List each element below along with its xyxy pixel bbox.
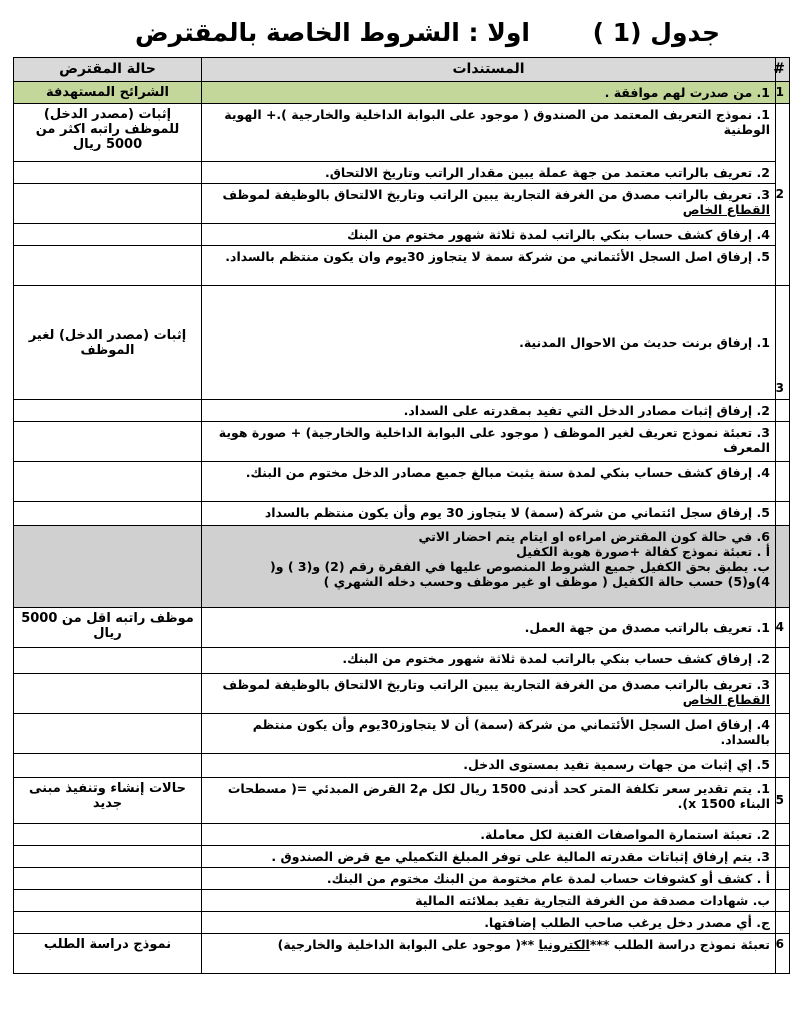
empty-cell <box>14 162 202 184</box>
table-row <box>14 246 790 286</box>
empty-cell <box>776 526 790 608</box>
empty-cell <box>14 400 202 422</box>
empty-cell <box>776 868 790 890</box>
document-item: 4. إرفاق كشف حساب بنكي لمدة سنة يثبت مبالغ جميع مصادر الدخل مختوم من البنك. <box>202 462 776 502</box>
table-row <box>14 422 790 462</box>
table-row <box>14 224 790 246</box>
document-item: 1. إرفاق برنت حديث من الاحوال المدنية. <box>202 286 776 400</box>
table-row <box>14 104 790 162</box>
table-row <box>14 608 790 648</box>
empty-cell <box>14 422 202 462</box>
empty-cell <box>776 502 790 526</box>
row-number: 2 <box>776 104 790 286</box>
table-row <box>14 502 790 526</box>
underlined-text: القطاع الخاص <box>682 202 770 217</box>
empty-cell <box>14 246 202 286</box>
document-item: 1. تعريف بالراتب مصدق من جهة العمل. <box>202 608 776 648</box>
header-status: حالة المقترض <box>14 58 202 82</box>
empty-cell <box>14 224 202 246</box>
table-row <box>14 890 790 912</box>
empty-cell <box>776 400 790 422</box>
row-number: 5 <box>776 778 790 824</box>
table-row <box>14 868 790 890</box>
underlined-text: الكترونيا <box>538 937 590 952</box>
document-item: 4. إرفاق كشف حساب بنكي بالراتب لمدة ثلاثة شهور مختوم من البنك <box>202 224 776 246</box>
document-item: 5. إرفاق اصل السجل الأئتماني من شركة سمة لا يتجاوز 30يوم وان يكون منتظم بالسداد. <box>202 246 776 286</box>
empty-cell <box>776 674 790 714</box>
empty-cell <box>14 754 202 778</box>
table-row <box>14 286 790 400</box>
row-number: 4 <box>776 608 790 648</box>
borrower-status: إثبات (مصدر الدخل) لغير الموظف <box>14 286 202 400</box>
empty-cell <box>14 868 202 890</box>
row-number: 6 <box>776 934 790 974</box>
empty-cell <box>776 824 790 846</box>
empty-cell <box>776 648 790 674</box>
title-row <box>0 18 800 58</box>
empty-cell <box>14 526 202 608</box>
empty-cell <box>14 184 202 224</box>
empty-cell <box>14 502 202 526</box>
document-item: 1. يتم تقدير سعر تكلفة المتر كحد أدنى 1500 ريال لكل م2 القرض المبدئي =( مسطحات البناء 1500 x). <box>202 778 776 824</box>
document-item: 5. إي إثبات من جهات رسمية تفيد بمستوى الدخل. <box>202 754 776 778</box>
header-documents: المستندات <box>202 58 776 82</box>
document-item: 2. تعبئة استمارة المواصفات الفنية لكل معاملة. <box>202 824 776 846</box>
empty-cell <box>14 674 202 714</box>
table-row <box>14 462 790 502</box>
table-row <box>14 184 790 224</box>
borrower-status: نموذج دراسة الطلب <box>14 934 202 974</box>
empty-cell <box>776 422 790 462</box>
borrower-status: إثبات (مصدر الدخل) للموظف راتبه اكثر من 5000 ريال <box>14 104 202 162</box>
borrower-status: حالات إنشاء وتنفيذ مبنى جديد <box>14 778 202 824</box>
table-row <box>14 846 790 868</box>
document-item: ج. أي مصدر دخل يرغب صاحب الطلب إضافتها. <box>202 912 776 934</box>
table-number: جدول (1 ) <box>592 18 720 47</box>
document-item: 3. تعريف بالراتب مصدق من الغرفة التجارية يبين الراتب وتاريخ الالتحاق بالوظيفة لموظف القطاع الخاص <box>202 184 776 224</box>
document-item: 4. إرفاق اصل السجل الأئتماني من شركة (سمة) أن لا يتجاوز30يوم وأن يكون منتظم بالسداد. <box>202 714 776 754</box>
table-row <box>14 824 790 846</box>
document-item: 3. تعريف بالراتب مصدق من الغرفة التجارية يبين الراتب وتاريخ الالتحاق بالوظيفة لموظف القطاع الخاص <box>202 674 776 714</box>
table-row <box>14 526 790 608</box>
table-row <box>14 778 790 824</box>
document-item: ب. شهادات مصدقة من الغرفة التجارية تفيد بملائته المالية <box>202 890 776 912</box>
empty-cell <box>776 754 790 778</box>
document-item: 2. إرفاق إثبات مصادر الدخل التي تفيد بمقدرته على السداد. <box>202 400 776 422</box>
table-row <box>14 82 790 104</box>
table-row <box>14 400 790 422</box>
empty-cell <box>776 846 790 868</box>
borrower-status: الشرائح المستهدفة <box>14 82 202 104</box>
document-item: 3. يتم إرفاق إثباتات مقدرته المالية على توفر المبلغ التكميلي مع قرض الصندوق . <box>202 846 776 868</box>
table-row <box>14 162 790 184</box>
empty-cell <box>14 912 202 934</box>
empty-cell <box>14 714 202 754</box>
document-item: 3. تعبئة نموذج تعريف لغير الموظف ( موجود على البوابة الداخلية والخارجية) + صورة هوية المعرف <box>202 422 776 462</box>
row-number: 1 <box>776 82 790 104</box>
table-header-row <box>14 58 790 82</box>
document-item: 1. من صدرت لهم موافقة . <box>202 82 776 104</box>
table-row <box>14 754 790 778</box>
empty-cell <box>776 912 790 934</box>
document-item: 2. إرفاق كشف حساب بنكي بالراتب لمدة ثلاثة شهور مختوم من البنك. <box>202 648 776 674</box>
empty-cell <box>776 462 790 502</box>
empty-cell <box>14 648 202 674</box>
empty-cell <box>14 890 202 912</box>
page-title: اولا : الشروط الخاصة بالمقترض <box>135 18 530 47</box>
document-item: تعبئة نموذج دراسة الطلب ***الكترونيا **( موجود على البوابة الداخلية والخارجية) <box>202 934 776 974</box>
empty-cell <box>14 824 202 846</box>
underlined-text: القطاع الخاص <box>682 692 770 707</box>
conditions-table <box>13 57 790 974</box>
document-item: 1. نموذج التعريف المعتمد من الصندوق ( موجود على البوابة الداخلية والخارجية ).+ الهوية الوطنية <box>202 104 776 162</box>
document-item: 2. تعريف بالراتب معتمد من جهة عملة يبين مقدار الراتب وتاريخ الالتحاق. <box>202 162 776 184</box>
empty-cell <box>776 714 790 754</box>
table-row <box>14 674 790 714</box>
empty-cell <box>14 462 202 502</box>
row-number: 3 <box>776 286 790 400</box>
table-row <box>14 934 790 974</box>
borrower-status: موظف راتبه اقل من 5000 ريال <box>14 608 202 648</box>
document-item: 6. في حالة كون المقترض امراءه او ايتام يتم احضار الاتي أ . تعبئة نموذج كفالة +صورة هوية الكفيل ب. يطبق بحق الكفيل جميع الشروط المنصوص عليها في الفقرة رقم (2) و(3 ) و( 4)و(5) حسب حالة الكفيل ( موظف او غير موظف وحسب دخله الشهري ) <box>202 526 776 608</box>
table-row <box>14 912 790 934</box>
document-item: أ . كشف أو كشوفات حساب لمدة عام مختومة من البنك مختوم من البنك. <box>202 868 776 890</box>
empty-cell <box>776 890 790 912</box>
table-row <box>14 714 790 754</box>
table-row <box>14 648 790 674</box>
header-num: # <box>776 58 790 82</box>
document-item: 5. إرفاق سجل ائتماني من شركة (سمة) لا يتجاوز 30 يوم وأن يكون منتظم بالسداد <box>202 502 776 526</box>
empty-cell <box>14 846 202 868</box>
